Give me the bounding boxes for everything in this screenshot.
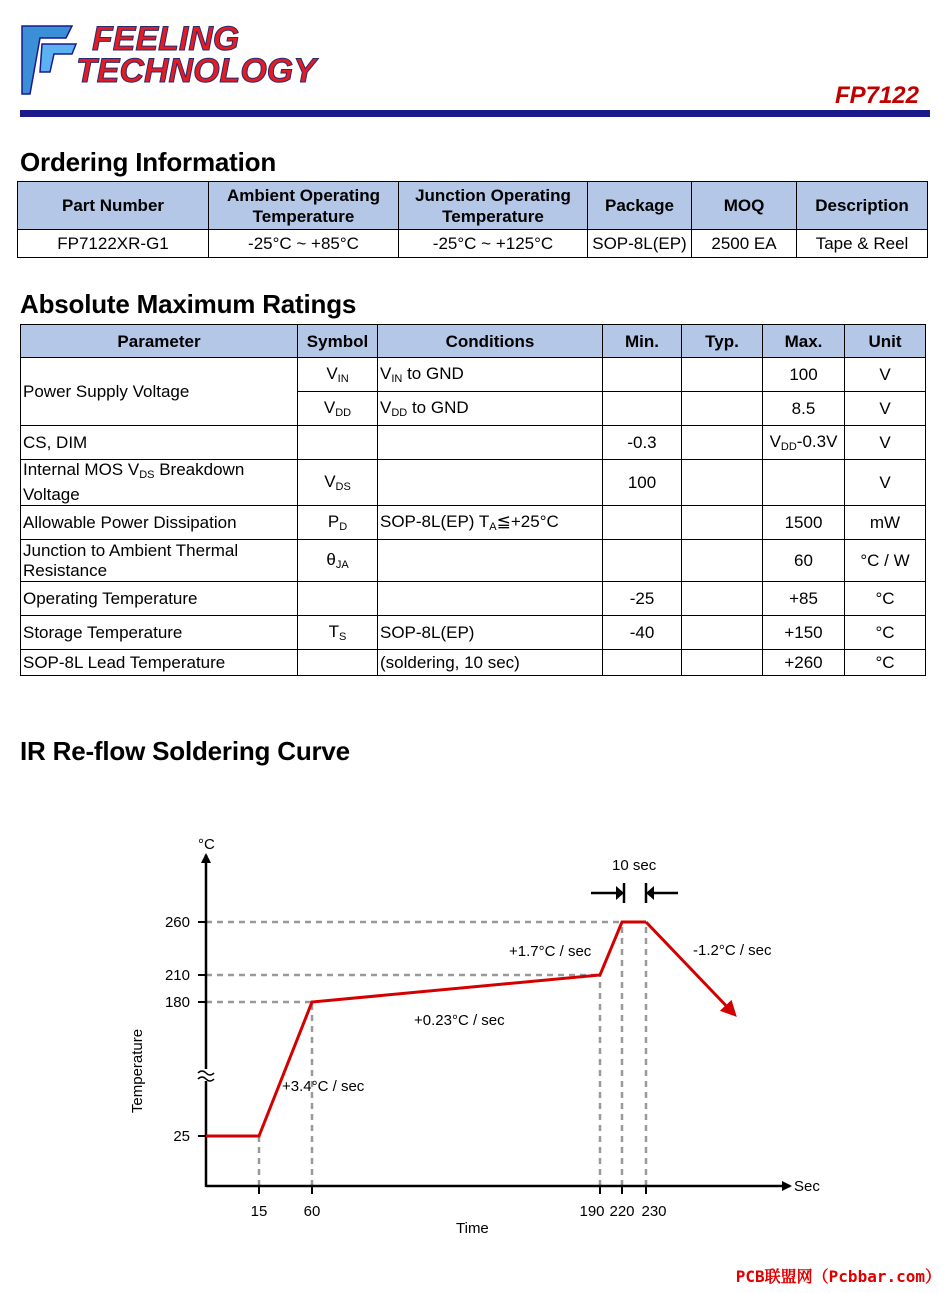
y-tick-label: 25 [173, 1128, 190, 1145]
cell-parameter: Storage Temperature [21, 616, 298, 650]
cell-ambient: -25°C ~ +85°C [209, 230, 399, 258]
header-divider [20, 110, 930, 117]
cell-junction: -25°C ~ +125°C [399, 230, 588, 258]
table-row [21, 506, 926, 540]
y-axis-title: Temperature [129, 1028, 146, 1114]
x-tick-label: 230 [641, 1203, 667, 1220]
cell-min [603, 392, 682, 426]
cell-min [603, 540, 682, 582]
ordering-section-title: Ordering Information [20, 147, 277, 177]
cell-unit: V [845, 426, 926, 460]
rate-annotation-1: +3.4°C / sec [282, 1078, 365, 1095]
logo-line-2: TECHNOLOGY [76, 52, 316, 90]
cell-unit: °C / W [845, 540, 926, 582]
col-package: Package [588, 182, 692, 230]
table-row [18, 230, 928, 258]
cell-conditions: $V_{DD}$ to GND [378, 392, 603, 426]
cell-unit: V [845, 460, 926, 506]
cell-conditions [378, 540, 603, 582]
cell-conditions: (soldering, 10 sec) [378, 650, 603, 676]
table-row [21, 358, 926, 392]
cell-symbol: $V_{DD}$ [298, 392, 378, 426]
ratings-table [20, 324, 926, 676]
cell-min: -0.3 [603, 426, 682, 460]
cell-unit: °C [845, 650, 926, 676]
axis-break-icon [198, 1069, 214, 1081]
cooling-segment-arrow [646, 922, 734, 1014]
cell-parameter: Internal MOS $V_{DS}$ Breakdown Voltage [21, 460, 298, 506]
x-tick-label: 190 [579, 1203, 605, 1220]
cell-conditions: $V_{IN}$ to GND [378, 358, 603, 392]
col-typ: Typ. [682, 325, 763, 358]
rate-annotation-3: +1.7°C / sec [509, 943, 592, 960]
cell-min [603, 358, 682, 392]
cell-typ [682, 506, 763, 540]
part-number-title: FP7122 [834, 82, 919, 109]
cell-parameter: SOP-8L Lead Temperature [21, 650, 298, 676]
cell-min: -40 [603, 616, 682, 650]
dwell-annotation: 10 sec [612, 857, 657, 874]
cell-parameter: Allowable Power Dissipation [21, 506, 298, 540]
cell-symbol [298, 582, 378, 616]
cell-symbol: $V_{IN}$ [298, 358, 378, 392]
cell-conditions [378, 460, 603, 506]
rate-annotation-2: +0.23°C / sec [414, 1012, 505, 1029]
cell-conditions [378, 426, 603, 460]
cell-typ [682, 616, 763, 650]
company-logo [20, 22, 330, 102]
reflow-section-title: IR Re-flow Soldering Curve [20, 736, 350, 766]
cell-package: SOP-8L(EP) [588, 230, 692, 258]
cell-max: +85 [763, 582, 845, 616]
ordering-header-row [18, 182, 928, 230]
table-row [21, 460, 926, 506]
cell-conditions: SOP-8L(EP) [378, 616, 603, 650]
cell-min: 100 [603, 460, 682, 506]
cell-symbol: $\theta_{JA}$ [298, 540, 378, 582]
cell-symbol: $V_{DS}$ [298, 460, 378, 506]
y-unit-label: °C [198, 836, 215, 853]
table-row [21, 540, 926, 582]
ordering-table [17, 181, 928, 258]
cell-unit: V [845, 392, 926, 426]
cell-moq: 2500 EA [692, 230, 797, 258]
y-tick-label: 180 [164, 994, 190, 1011]
watermark: PCB联盟网（Pcbbar.com） [735, 1267, 941, 1286]
col-symbol: Symbol [298, 325, 378, 358]
logo-mark-icon [22, 26, 76, 94]
cell-parameter: Junction to Ambient Thermal Resistance [21, 540, 298, 582]
cell-max: $V_{DD}-0.3V$ [763, 426, 845, 460]
cell-typ [682, 426, 763, 460]
ratings-header-row [21, 325, 926, 358]
cell-min [603, 650, 682, 676]
rate-annotation-4: -1.2°C / sec [693, 942, 772, 959]
cell-typ [682, 460, 763, 506]
cell-min: -25 [603, 582, 682, 616]
cell-min [603, 506, 682, 540]
cell-unit: °C [845, 582, 926, 616]
cell-max [763, 460, 845, 506]
cell-parameter: CS, DIM [21, 426, 298, 460]
cell-max: +260 [763, 650, 845, 676]
col-conditions: Conditions [378, 325, 603, 358]
col-max: Max. [763, 325, 845, 358]
col-moq: MOQ [692, 182, 797, 230]
table-row [21, 582, 926, 616]
x-unit-label: Sec [794, 1178, 820, 1195]
col-unit: Unit [845, 325, 926, 358]
col-junction-temp: Junction Operating Temperature [399, 182, 588, 230]
col-part-number: Part Number [18, 182, 209, 230]
cell-max: 1500 [763, 506, 845, 540]
cell-typ [682, 582, 763, 616]
cell-unit: mW [845, 506, 926, 540]
cell-unit: V [845, 358, 926, 392]
cell-symbol [298, 426, 378, 460]
col-description: Description [797, 182, 928, 230]
cell-max: +150 [763, 616, 845, 650]
cell-symbol: $P_D$ [298, 506, 378, 540]
cell-typ [682, 358, 763, 392]
x-axis-title: Time [456, 1220, 489, 1237]
table-row [21, 616, 926, 650]
x-tick-label: 15 [250, 1203, 268, 1220]
cell-symbol [298, 650, 378, 676]
cell-typ [682, 650, 763, 676]
cell-description: Tape & Reel [797, 230, 928, 258]
logo-line-1: FEELING [92, 22, 240, 58]
y-tick-label: 210 [164, 967, 190, 984]
reflow-chart [110, 825, 830, 1260]
table-row [21, 426, 926, 460]
col-min: Min. [603, 325, 682, 358]
col-parameter: Parameter [21, 325, 298, 358]
cell-max: 60 [763, 540, 845, 582]
dwell-arrows-icon [591, 883, 678, 903]
x-tick-label: 220 [609, 1203, 635, 1220]
cell-unit: °C [845, 616, 926, 650]
cell-max: 8.5 [763, 392, 845, 426]
cell-parameter: Operating Temperature [21, 582, 298, 616]
cell-symbol: $T_S$ [298, 616, 378, 650]
cell-max: 100 [763, 358, 845, 392]
table-row [21, 650, 926, 676]
cell-conditions: SOP-8L(EP) $T_A≦+25^\circ C$ [378, 506, 603, 540]
cell-part: FP7122XR-G1 [18, 230, 209, 258]
col-ambient-temp: Ambient Operating Temperature [209, 182, 399, 230]
x-tick-label: 60 [303, 1203, 321, 1220]
ratings-section-title: Absolute Maximum Ratings [20, 289, 357, 319]
cell-typ [682, 392, 763, 426]
cell-parameter: Power Supply Voltage [21, 358, 298, 426]
cell-typ [682, 540, 763, 582]
cell-conditions [378, 582, 603, 616]
y-tick-label: 260 [164, 914, 190, 931]
